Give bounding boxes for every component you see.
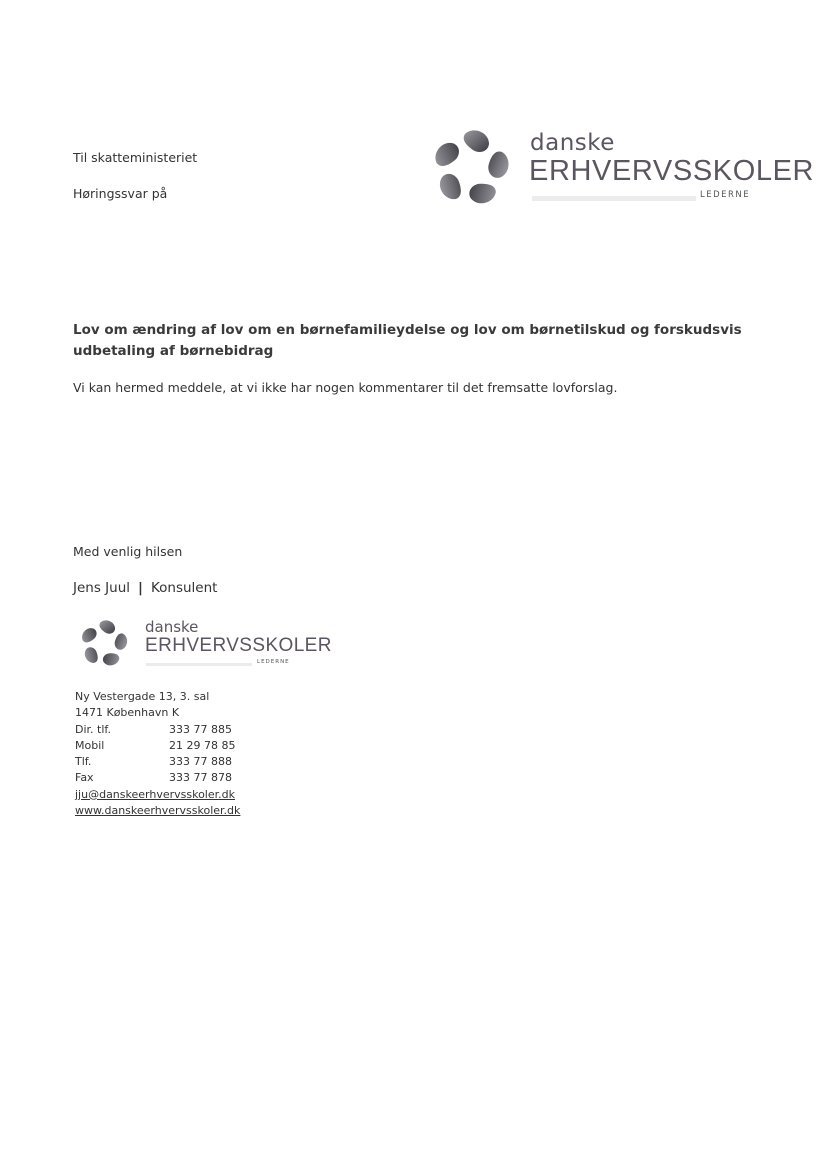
signature-role: Konsulent <box>150 580 218 596</box>
logo-mark-icon <box>75 616 133 670</box>
logo-wordmark-erhvervsskoler: ERHVERVSSKOLER <box>529 155 815 187</box>
closing-greeting: Med venlig hilsen <box>73 544 183 559</box>
logo-wordmark-danske: danske <box>530 130 615 156</box>
consultation-response-label: Høringssvar på <box>73 186 168 201</box>
signature-line <box>73 580 217 596</box>
address-city: 1471 København K <box>75 706 180 720</box>
letter-body: Vi kan hermed meddele, at vi ikke har nogen kommentarer til det fremsatte lovforslag. <box>73 380 618 395</box>
recipient-line: Til skatteministeriet <box>73 150 198 165</box>
contact-row-fax: Fax 333 77 878 <box>75 771 232 785</box>
contact-row-mobile: Mobil 21 29 78 85 <box>75 738 236 752</box>
address-street: Ny Vestergade 13, 3. sal <box>75 690 210 703</box>
signature-logo <box>75 616 332 676</box>
signature-name: Jens Juul <box>73 580 131 596</box>
letter-title: Lov om ændring af lov om en børnefamilieydelse og lov om børnetilskud og forskudsvis udbetaling af børnebidrag <box>73 322 742 359</box>
organization-logo <box>424 124 815 214</box>
contact-row-direct-phone: Dir. tlf. 333 77 885 <box>75 722 232 736</box>
website-link[interactable]: www.danskeerhvervsskoler.dk <box>75 804 241 818</box>
logo-divider-bar <box>146 663 252 666</box>
logo-wordmark-lederne: LEDERNE <box>700 190 751 200</box>
logo-divider-bar <box>532 196 696 201</box>
logo-wordmark-erhvervsskoler: ERHVERVSSKOLER <box>145 635 332 656</box>
logo-mark-icon <box>424 124 518 210</box>
logo-wordmark-danske: danske <box>145 618 199 636</box>
email-link[interactable]: jju@danskeerhvervsskoler.dk <box>75 787 235 801</box>
logo-wordmark-lederne: LEDERNE <box>257 659 290 665</box>
contact-row-phone: Tlf. 333 77 888 <box>75 755 232 769</box>
signature-separator: | <box>138 580 143 596</box>
contact-block <box>75 689 240 819</box>
